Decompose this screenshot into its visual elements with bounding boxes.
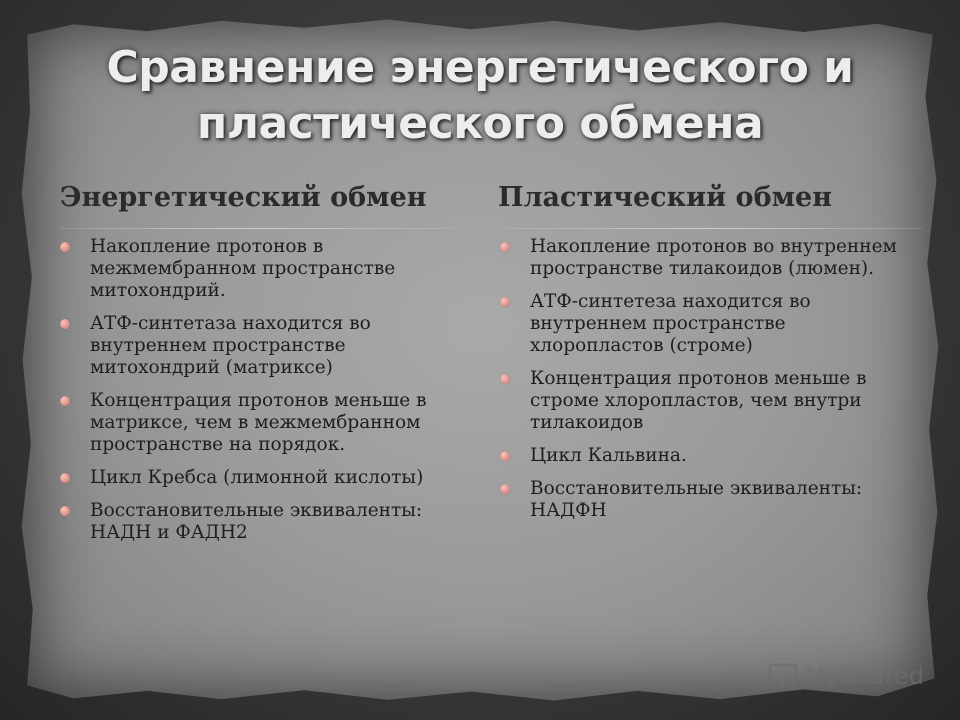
bullet-icon (60, 506, 70, 516)
list-item (58, 390, 478, 456)
slide-title: Сравнение энергетического и пластического обмена (106, 42, 854, 149)
list-item-text: Накопление протонов в межмембранном пространстве митохондрий. (90, 236, 396, 301)
watermark (767, 662, 924, 690)
list-item (498, 368, 918, 434)
list-item-text: Концентрация протонов меньше в матриксе, чем в межмембранном пространстве на порядок. (90, 390, 427, 455)
plastic-exchange-list (498, 236, 918, 533)
bullet-icon (60, 396, 70, 406)
list-item-text: АТФ-синтетаза находится во внутреннем пространстве митохондрий (матриксе) (90, 313, 371, 378)
list-item (58, 467, 478, 489)
column-heading-plastic: Пластический обмен (498, 182, 832, 213)
presentation-board-icon (767, 662, 799, 690)
list-item-text: АТФ-синтетеза находится во внутреннем пространстве хлоропластов (строме) (530, 291, 811, 356)
list-item (498, 445, 918, 467)
bullet-icon (60, 319, 70, 329)
bullet-icon (500, 297, 510, 307)
bullet-icon (500, 451, 510, 461)
energy-exchange-list (58, 236, 478, 555)
bullet-icon (500, 484, 510, 494)
list-item-text: Накопление протонов во внутреннем пространстве тилакоидов (люмен). (530, 236, 897, 279)
list-item-text: Концентрация протонов меньше в строме хлоропластов, чем внутри тилакоидов (530, 368, 867, 433)
bullet-icon (60, 242, 70, 252)
list-item-text: Восстановительные эквиваленты: НАДН и ФАДН2 (90, 500, 423, 543)
watermark-text: MyShared (804, 662, 924, 690)
heading-underline-left (60, 228, 458, 229)
list-item (498, 236, 918, 280)
list-item (58, 313, 478, 379)
list-item-text: Восстановительные эквиваленты: НАДФН (530, 478, 863, 521)
column-heading-energy: Энергетический обмен (60, 182, 427, 213)
list-item-text: Цикл Кребса (лимонной кислоты) (90, 467, 424, 488)
bullet-icon (60, 473, 70, 483)
bullet-icon (500, 374, 510, 384)
list-item (58, 500, 478, 544)
list-item (498, 478, 918, 522)
list-item (58, 236, 478, 302)
list-item-text: Цикл Кальвина. (530, 445, 687, 466)
list-item (498, 291, 918, 357)
bullet-icon (500, 242, 510, 252)
heading-underline-right (498, 228, 922, 229)
